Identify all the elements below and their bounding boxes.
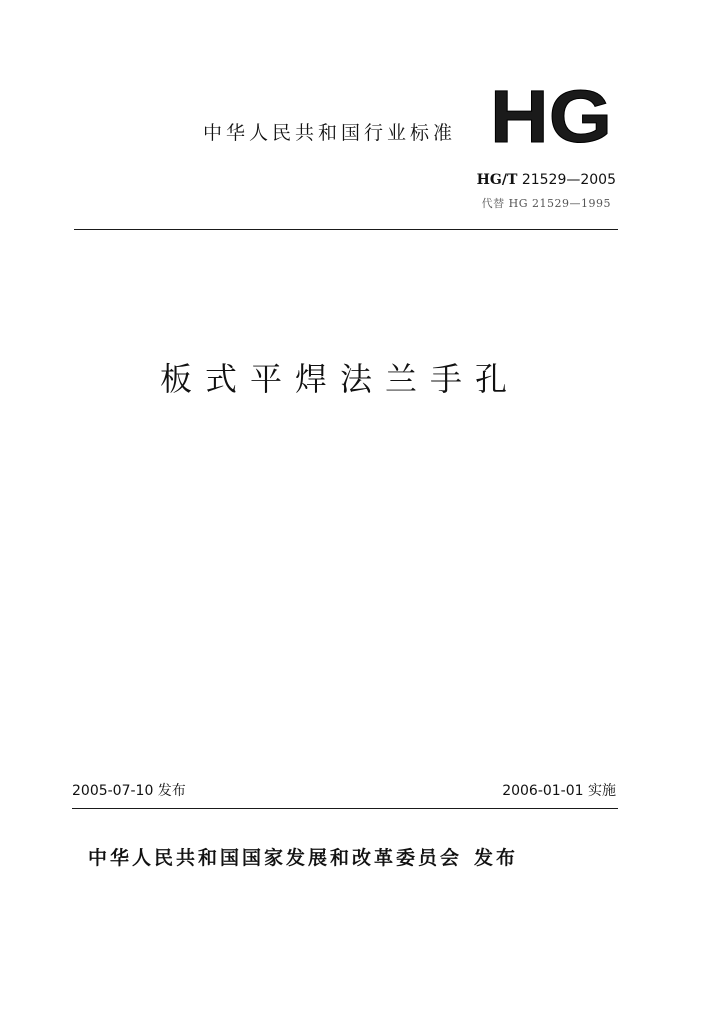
industry-standard-heading: 中华人民共和国行业标准 (203, 122, 457, 144)
hg-logo-text: HG (490, 82, 612, 148)
standard-number (477, 172, 616, 188)
footer-divider (72, 808, 618, 809)
document-title: 板式平焊法兰手孔 (160, 360, 521, 398)
issuer-line (88, 843, 518, 870)
issue-date: 2005-07-10 发布 (72, 783, 186, 799)
publish-label: 发布 (474, 847, 519, 869)
implementation-date: 2006-01-01 实施 (502, 783, 616, 799)
replaces-standard: 代替 HG 21529—1995 (481, 197, 611, 210)
issuer-name: 中华人民共和国国家发展和改革委员会 (88, 847, 463, 869)
standard-number-value: 21529—2005 (521, 172, 616, 188)
header-divider (74, 229, 618, 230)
standard-number-prefix: HG/T (476, 172, 518, 188)
hg-logo (490, 82, 612, 148)
